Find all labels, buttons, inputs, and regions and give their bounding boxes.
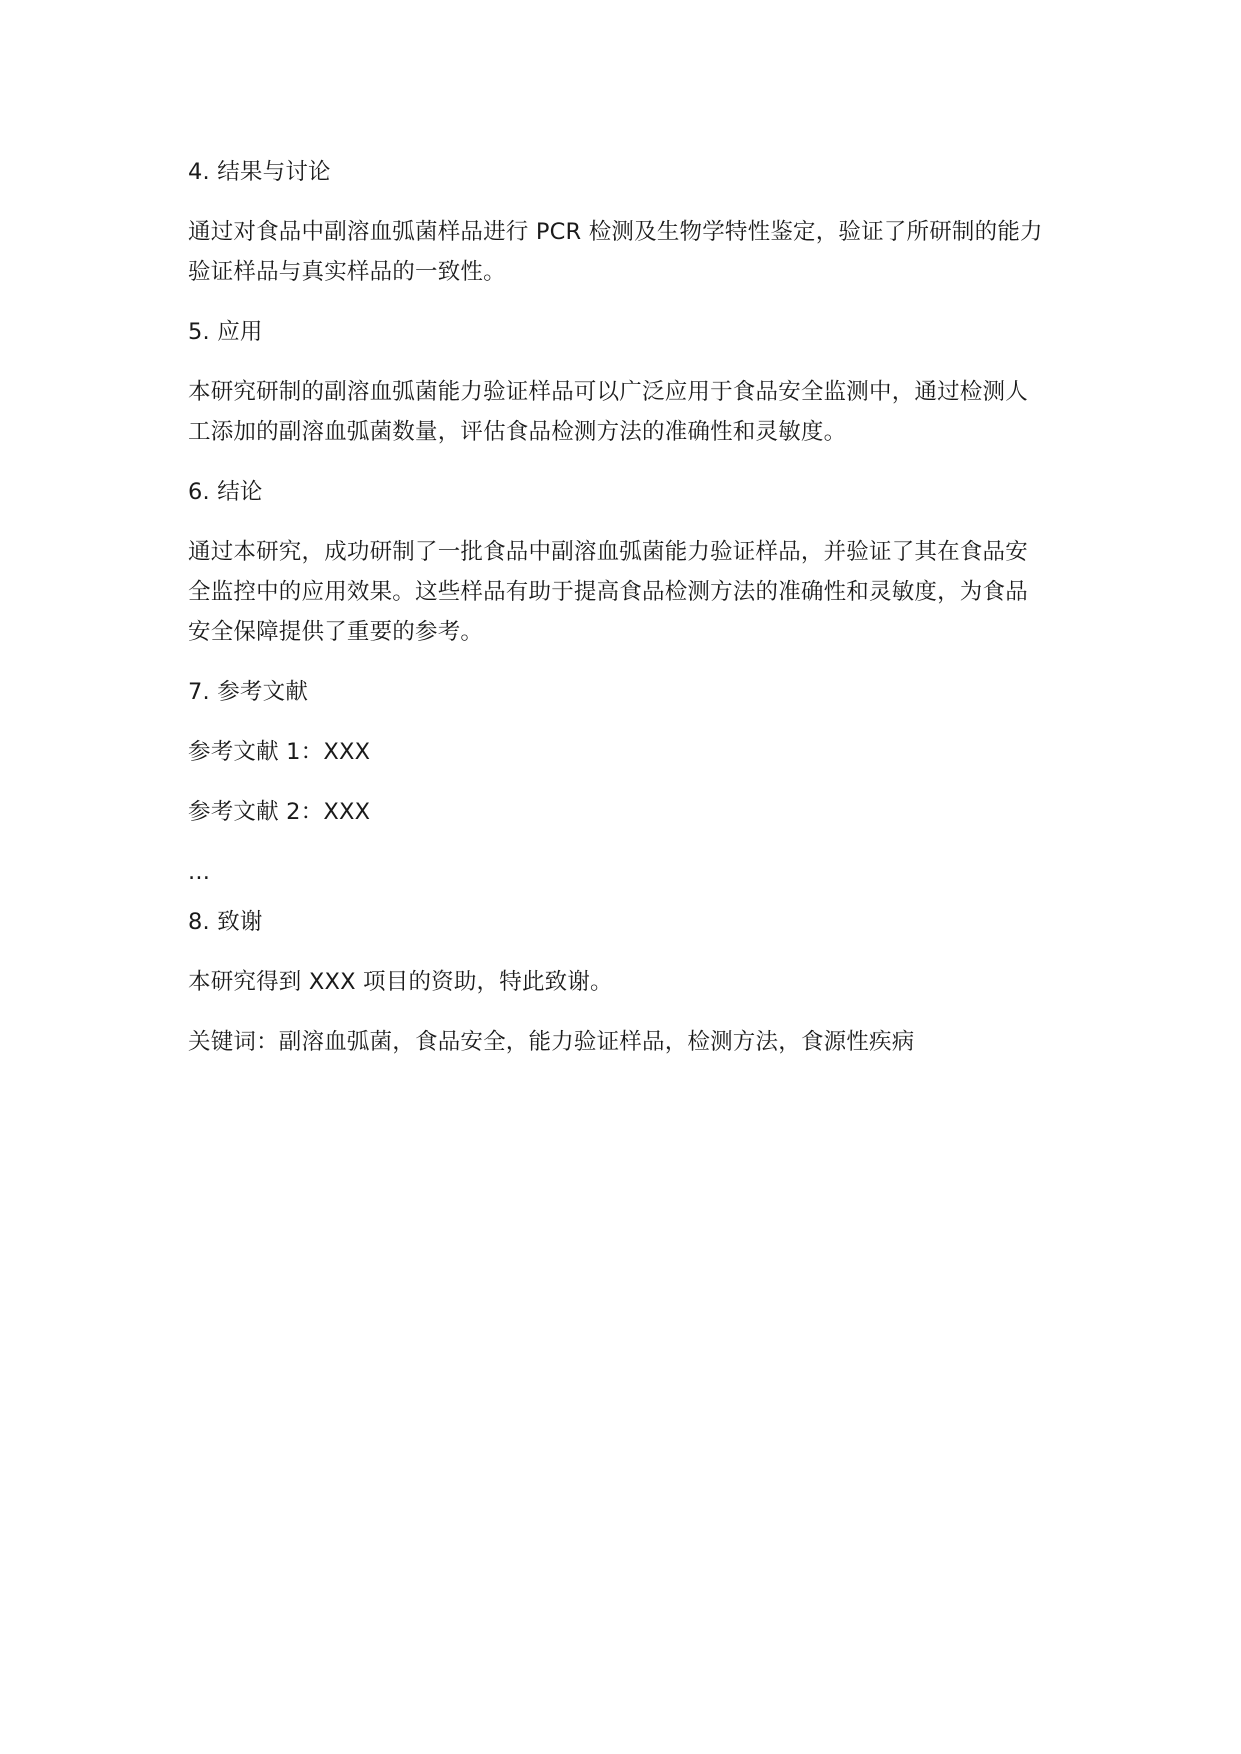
- section-heading-results: 4. 结果与讨论: [188, 159, 331, 185]
- section-heading-conclusion: 6. 结论: [188, 479, 263, 505]
- paragraph-line: 本研究研制的副溶血弧菌能力验证样品可以广泛应用于食品安全监测中，通过检测人: [188, 379, 1028, 405]
- paragraph-line: 通过对食品中副溶血弧菌样品进行 PCR 检测及生物学特性鉴定，验证了所研制的能力: [188, 219, 1043, 245]
- paragraph-line: 通过本研究，成功研制了一批食品中副溶血弧菌能力验证样品，并验证了其在食品安: [188, 539, 1028, 565]
- paragraph-application: [188, 372, 1060, 452]
- reference-ellipsis: ...: [188, 859, 211, 885]
- paragraph-line: 工添加的副溶血弧菌数量，评估食品检测方法的准确性和灵敏度。: [188, 419, 847, 445]
- section-heading-acknowledgements: 8. 致谢: [188, 909, 263, 935]
- paragraph-line: 验证样品与真实样品的一致性。: [188, 259, 506, 285]
- paragraph-acknowledgements: [188, 962, 1060, 1002]
- document-page: [188, 152, 1060, 1062]
- reference-item: 参考文献 1：XXX: [188, 739, 371, 765]
- reference-item: 参考文献 2：XXX: [188, 799, 371, 825]
- keywords-line: 关键词：副溶血弧菌，食品安全，能力验证样品，检测方法，食源性疾病: [188, 1029, 915, 1055]
- paragraph-line: 本研究得到 XXX 项目的资助，特此致谢。: [188, 969, 613, 995]
- paragraph-line: 全监控中的应用效果。这些样品有助于提高食品检测方法的准确性和灵敏度，为食品: [188, 579, 1028, 605]
- paragraph-conclusion: [188, 532, 1060, 652]
- section-heading-application: 5. 应用: [188, 319, 263, 345]
- section-heading-references: 7. 参考文献: [188, 679, 309, 705]
- paragraph-results: [188, 212, 1060, 292]
- paragraph-line: 安全保障提供了重要的参考。: [188, 619, 484, 645]
